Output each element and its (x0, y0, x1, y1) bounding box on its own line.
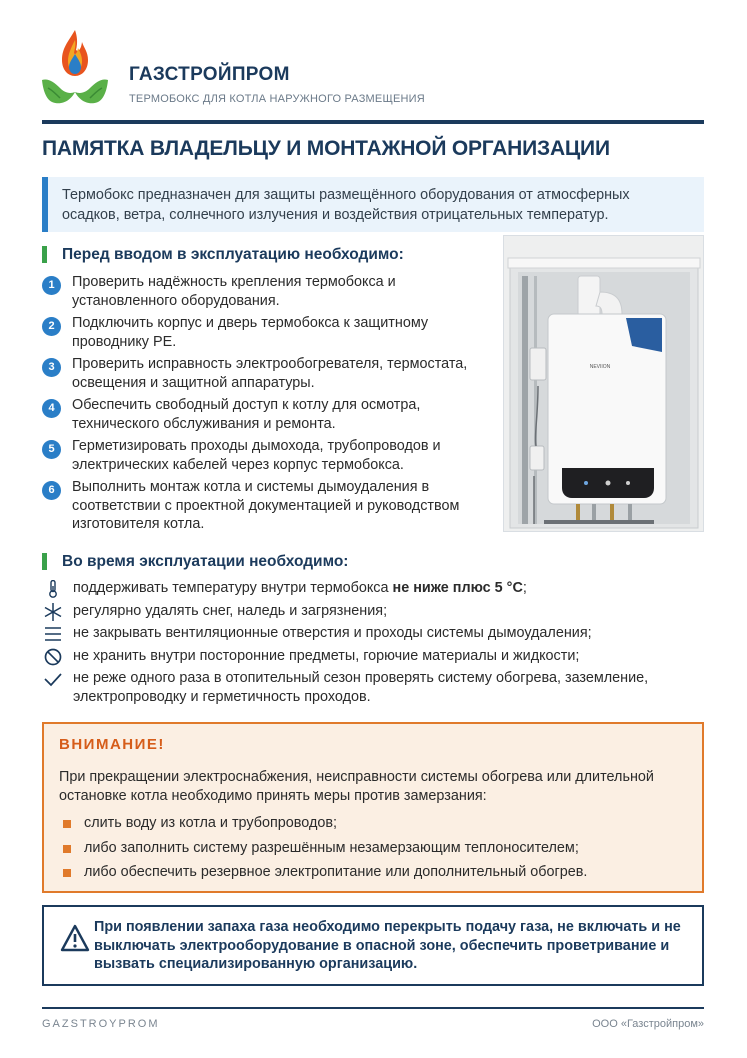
step-number: 4 (42, 399, 61, 418)
operation-heading: Во время эксплуатации необходимо: (42, 553, 348, 570)
list-item (42, 579, 707, 598)
warning-box (42, 722, 704, 893)
list-item (42, 478, 492, 534)
list-item (42, 669, 707, 706)
logo-icon (40, 28, 110, 112)
step-number: 2 (42, 317, 61, 336)
step-number: 5 (42, 440, 61, 459)
header-divider (42, 120, 704, 124)
warning-bullet-text: либо обеспечить резервное электропитание или дополнительный обогрев. (84, 864, 588, 880)
operation-emphasis: не ниже плюс 5 °С (392, 580, 523, 596)
boiler-brand-label: NEVIION (589, 364, 611, 370)
vent-lines-icon (42, 625, 64, 643)
intro-box (42, 177, 704, 232)
checkmark-icon (42, 670, 64, 688)
list-item (42, 602, 707, 621)
before-use-steps (42, 273, 492, 538)
gas-danger-box (42, 905, 704, 986)
boiler-in-cabinet-illustration (504, 236, 703, 531)
step-text: Герметизировать проходы дымохода, трубопроводов и электрических кабелей через корпус термобокса. (72, 438, 441, 473)
footer-brand: GAZSTROYPROM (42, 1018, 160, 1030)
snowflake-icon (42, 603, 64, 621)
brand-tagline: ТЕРМОБОКС ДЛЯ КОТЛА НАРУЖНОГО РАЗМЕЩЕНИЯ (129, 93, 425, 105)
operation-text: не закрывать вентиляционные отверстия и проходы системы дымоудаления; (73, 625, 592, 641)
step-number: 1 (42, 276, 61, 295)
footer-divider (42, 1007, 704, 1009)
operation-text: регулярно удалять снег, наледь и загрязнения; (73, 602, 388, 619)
step-number: 3 (42, 358, 61, 377)
prohibited-icon (42, 648, 64, 666)
list-item (42, 624, 707, 643)
step-text: Подключить корпус и дверь термобокса к защитному проводнику PE. (72, 315, 429, 350)
step-text: Выполнить монтаж котла и системы дымоудаления в соответствии с проектной документацией и руководством изготовителя котла. (72, 479, 460, 532)
warning-text: При прекращении электроснабжения, неисправности системы обогрева или длительной остановке котла необходимо принять меры против замерзания: (59, 769, 654, 804)
operation-tail: ; (522, 580, 527, 596)
before-use-heading: Перед вводом в эксплуатацию необходимо: (42, 246, 404, 263)
step-text: Проверить надёжность крепления термобокса и установленного оборудования. (72, 274, 396, 309)
thermobox-photo (503, 235, 704, 532)
gas-danger-text: При появлении запаха газа необходимо перекрыть подачу газа, не включать и не выключать электрооборудование в опасной зоне, обеспечить проветривание и вызвать специализированную организацию. (94, 919, 681, 972)
bullet-square-icon (63, 845, 71, 853)
footer-company: ООО «Газстройпром» (592, 1018, 704, 1030)
step-text: Проверить исправность электрообогревателя, термостата, освещения и защитной аппаратуры. (72, 356, 468, 391)
operation-text: не хранить внутри посторонние предметы, горючие материалы и жидкости; (73, 647, 580, 664)
list-item (59, 814, 687, 833)
operation-list (42, 579, 707, 710)
list-item (59, 839, 687, 858)
operation-text: не реже одного раза в отопительный сезон проверять систему обогрева, заземление, электропроводку и герметичность проходов. (73, 670, 649, 705)
list-item (42, 273, 492, 310)
warning-title: ВНИМАНИЕ! (59, 736, 165, 753)
header (40, 28, 705, 118)
intro-text: Термобокс предназначен для защиты размещённого оборудования от атмосферных осадков, ветра, солнечного излучения и воздействия отрицательных температур. (62, 187, 630, 223)
brand-name: ГАЗСТРОЙПРОМ (129, 64, 290, 85)
list-item (42, 314, 492, 351)
warning-bullet-text: слить воду из котла и трубопроводов; (84, 815, 338, 831)
step-number: 6 (42, 481, 61, 500)
operation-text: поддерживать температуру внутри термобокса (73, 580, 393, 596)
warning-triangle-icon (60, 924, 90, 952)
list-item (59, 863, 687, 882)
list-item (42, 396, 492, 433)
bullet-square-icon (63, 820, 71, 828)
list-item (42, 437, 492, 474)
bullet-square-icon (63, 869, 71, 877)
list-item (42, 355, 492, 392)
warning-bullet-text: либо заполнить систему разрешённым незамерзающим теплоносителем; (84, 839, 579, 856)
thermometer-icon (42, 580, 64, 598)
page-title: ПАМЯТКА ВЛАДЕЛЬЦУ И МОНТАЖНОЙ ОРГАНИЗАЦИИ (42, 137, 610, 160)
step-text: Обеспечить свободный доступ к котлу для осмотра, технического обслуживания и ремонта. (72, 397, 421, 432)
list-item (42, 647, 707, 666)
